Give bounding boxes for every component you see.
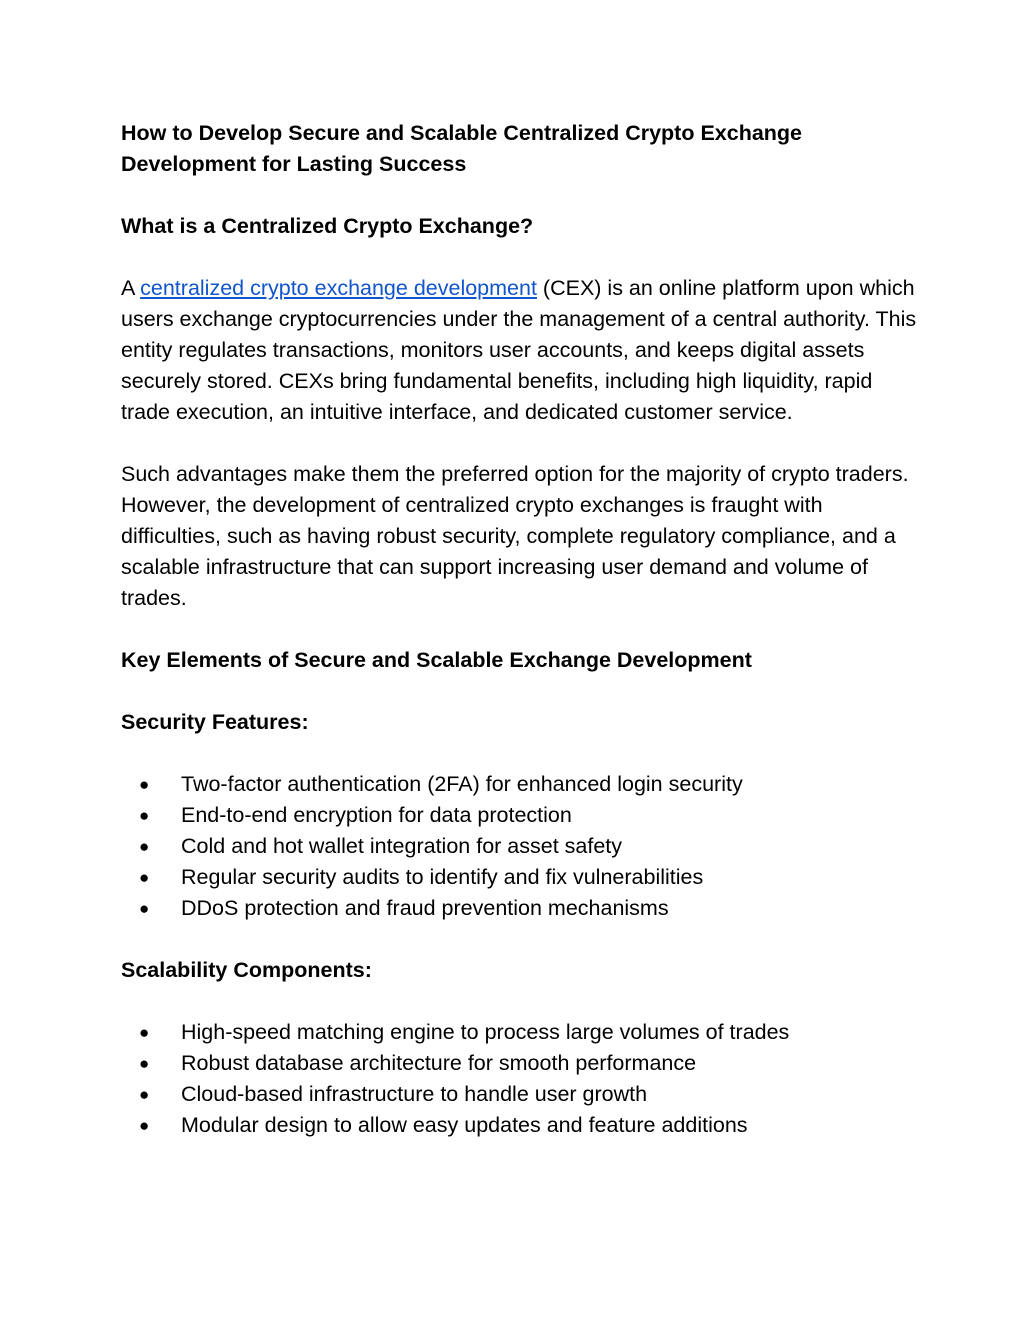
bullet-icon: ● <box>139 1023 150 1042</box>
document-title: How to Develop Secure and Scalable Centralized Crypto Exchange Development for Lasting Success <box>121 121 803 176</box>
bullet-icon: ● <box>139 1054 150 1073</box>
list-item: ● DDoS protection and fraud prevention mechanisms <box>121 893 921 924</box>
scalability-components-heading: Scalability Components: <box>121 958 372 982</box>
intro-rest: (CEX) is an online platform upon which users exchange cryptocurrencies under the management of a central authority. This entity regulates transactions, monitors user accounts, and keeps digital assets securely stored. CEXs bring fundamental benefits, including high liquidity, rapid trade execution, an intuitive interface, and dedicated customer service. <box>121 276 917 424</box>
list-item: ● Robust database architecture for smooth performance <box>121 1048 921 1079</box>
bullet-icon: ● <box>139 806 150 825</box>
list-item: ● High-speed matching engine to process large volumes of trades <box>121 1017 921 1048</box>
security-features-heading: Security Features: <box>121 710 309 734</box>
list-item: ● Regular security audits to identify and fix vulnerabilities <box>121 862 921 893</box>
intro-paragraph <box>121 273 921 428</box>
document-page <box>121 118 921 1141</box>
intro-prefix: A <box>121 276 141 300</box>
section-heading-what-is-cex: What is a Centralized Crypto Exchange? <box>121 214 534 238</box>
bullet-icon: ● <box>139 775 150 794</box>
list-item: ● Cold and hot wallet integration for asset safety <box>121 831 921 862</box>
bullet-icon: ● <box>139 1085 150 1104</box>
bullet-icon: ● <box>139 1116 150 1135</box>
bullet-icon: ● <box>139 837 150 856</box>
list-item: ● Cloud-based infrastructure to handle user growth <box>121 1079 921 1110</box>
section-heading-key-elements: Key Elements of Secure and Scalable Exchange Development <box>121 648 752 672</box>
list-item: ● Modular design to allow easy updates and feature additions <box>121 1110 921 1141</box>
security-features-list <box>121 769 921 924</box>
list-item: ● End-to-end encryption for data protection <box>121 800 921 831</box>
bullet-icon: ● <box>139 868 150 887</box>
scalability-components-list <box>121 1017 921 1141</box>
bullet-icon: ● <box>139 899 150 918</box>
cex-development-link[interactable]: centralized crypto exchange development <box>140 276 537 300</box>
advantages-paragraph: Such advantages make them the preferred option for the majority of crypto traders. However, the development of centralized crypto exchanges is fraught with difficulties, such as having robust security, complete regulatory compliance, and a scalable infrastructure that can support increasing user demand and volume of trades. <box>121 462 909 610</box>
list-item: ● Two-factor authentication (2FA) for enhanced login security <box>121 769 921 800</box>
